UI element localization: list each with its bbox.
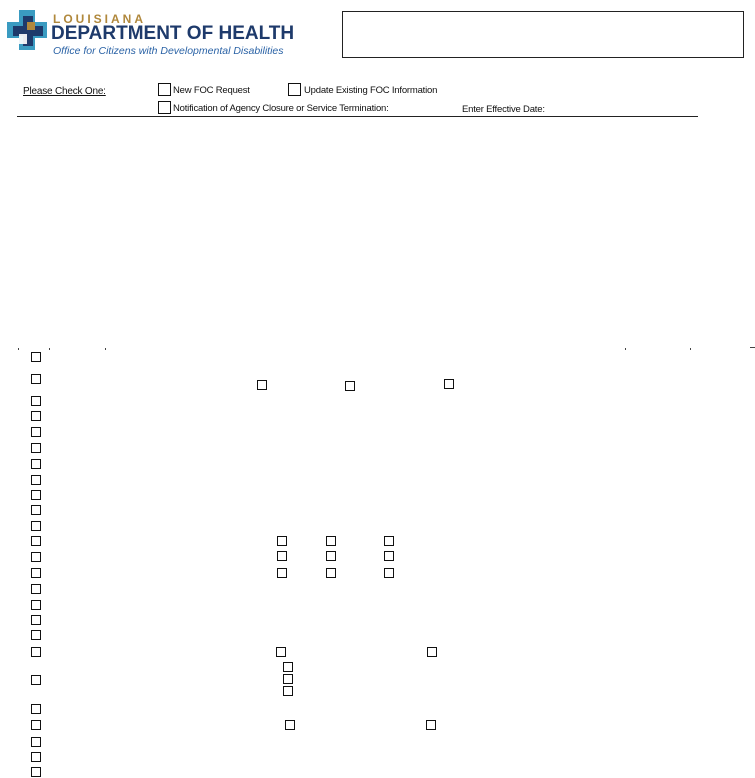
option-checkbox[interactable]	[257, 380, 267, 390]
service-checkbox[interactable]	[31, 443, 41, 453]
service-checkbox[interactable]	[31, 552, 41, 562]
option-checkbox[interactable]	[283, 662, 293, 672]
option-checkbox[interactable]	[277, 551, 287, 561]
new-foc-checkbox[interactable]	[158, 83, 171, 96]
service-checkbox[interactable]	[31, 459, 41, 469]
state-name: LOUISIANA	[53, 12, 146, 26]
tick-mark	[625, 348, 626, 350]
service-checkbox[interactable]	[31, 675, 41, 685]
service-checkbox[interactable]	[31, 584, 41, 594]
service-checkbox[interactable]	[31, 427, 41, 437]
ldh-logo-icon	[5, 8, 49, 52]
service-checkbox[interactable]	[31, 615, 41, 625]
tick-line	[750, 347, 755, 348]
option-checkbox[interactable]	[444, 379, 454, 389]
effective-date-label: Enter Effective Date:	[462, 104, 545, 115]
option-checkbox[interactable]	[384, 568, 394, 578]
department-name: DEPARTMENT OF HEALTH	[51, 23, 295, 44]
option-checkbox[interactable]	[326, 568, 336, 578]
tick-mark	[105, 348, 106, 350]
option-checkbox[interactable]	[384, 551, 394, 561]
service-checkbox[interactable]	[31, 600, 41, 610]
service-checkbox[interactable]	[31, 767, 41, 777]
option-checkbox[interactable]	[426, 720, 436, 730]
option-checkbox[interactable]	[345, 381, 355, 391]
option-checkbox[interactable]	[283, 674, 293, 684]
tick-mark	[49, 348, 50, 350]
service-checkbox[interactable]	[31, 411, 41, 421]
check-one-label: Please Check One:	[23, 86, 106, 97]
closure-label: Notification of Agency Closure or Service Termination:	[173, 103, 389, 114]
service-checkbox[interactable]	[31, 505, 41, 515]
option-checkbox[interactable]	[384, 536, 394, 546]
option-checkbox[interactable]	[326, 551, 336, 561]
option-checkbox[interactable]	[285, 720, 295, 730]
option-checkbox[interactable]	[277, 536, 287, 546]
service-checkbox[interactable]	[31, 568, 41, 578]
service-checkbox[interactable]	[31, 352, 41, 362]
section-divider	[17, 116, 698, 117]
closure-checkbox[interactable]	[158, 101, 171, 114]
option-checkbox[interactable]	[326, 536, 336, 546]
update-foc-label: Update Existing FOC Information	[304, 85, 438, 96]
option-checkbox[interactable]	[283, 686, 293, 696]
option-checkbox[interactable]	[277, 568, 287, 578]
service-checkbox[interactable]	[31, 396, 41, 406]
office-use-box	[342, 11, 744, 58]
service-checkbox[interactable]	[31, 490, 41, 500]
service-checkbox[interactable]	[31, 752, 41, 762]
tick-mark	[690, 348, 691, 350]
service-checkbox[interactable]	[31, 374, 41, 384]
service-checkbox[interactable]	[31, 521, 41, 531]
option-checkbox[interactable]	[427, 647, 437, 657]
service-checkbox[interactable]	[31, 475, 41, 485]
service-checkbox[interactable]	[31, 647, 41, 657]
service-checkbox[interactable]	[31, 737, 41, 747]
service-checkbox[interactable]	[31, 630, 41, 640]
service-checkbox[interactable]	[31, 720, 41, 730]
new-foc-label: New FOC Request	[173, 85, 250, 96]
option-checkbox[interactable]	[276, 647, 286, 657]
update-foc-checkbox[interactable]	[288, 83, 301, 96]
service-checkbox[interactable]	[31, 536, 41, 546]
service-checkbox[interactable]	[31, 704, 41, 714]
office-name: Office for Citizens with Developmental Disabilities	[53, 45, 284, 57]
tick-mark	[18, 348, 19, 350]
